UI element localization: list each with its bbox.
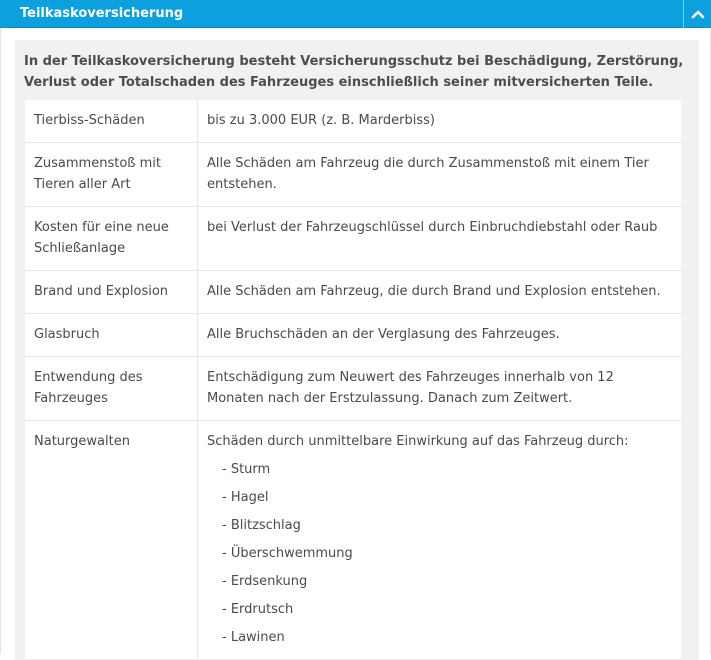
- row-value: bis zu 3.000 EUR (z. B. Marderbiss): [198, 100, 682, 143]
- row-label: Glasbruch: [25, 314, 198, 357]
- row-value: Entschädigung zum Neuwert des Fahrzeuges innerhalb von 12 Monaten nach der Erstzulassung. Danach zum Zeitwert.: [198, 357, 682, 421]
- row-label: Naturgewalten: [25, 421, 198, 660]
- row-label: Tierbiss-Schäden: [25, 100, 198, 143]
- row-value-list: [198, 421, 682, 660]
- coverage-table: [25, 100, 681, 660]
- list-item: - Blitzschlag: [222, 518, 301, 533]
- table-row: [25, 271, 681, 314]
- table-row: [25, 143, 681, 207]
- row-label: Zusammenstoß mit Tieren aller Art: [25, 143, 198, 207]
- list-item: - Erdrutsch: [222, 602, 294, 617]
- row-value: Alle Schäden am Fahrzeug, die durch Brand und Explosion entstehen.: [198, 271, 682, 314]
- list-item: - Sturm: [222, 462, 271, 477]
- table-row: [25, 207, 681, 271]
- list-item: - Lawinen: [222, 630, 285, 645]
- row-value: Schäden durch unmittelbare Einwirkung auf das Fahrzeug durch:: [207, 434, 629, 449]
- table-row: [25, 314, 681, 357]
- row-value: bei Verlust der Fahrzeugschlüssel durch Einbruchdiebstahl oder Raub: [198, 207, 682, 271]
- accordion-body: [0, 28, 711, 654]
- accordion-header[interactable]: [0, 0, 711, 28]
- row-value: Alle Bruchschäden an der Verglasung des Fahrzeuges.: [198, 314, 682, 357]
- intro-text: In der Teilkaskoversicherung besteht Versicherungsschutz bei Beschädigung, Zerstörung, Verlust oder Totalschaden des Fahrzeuges einschließlich seiner mitversicherten Teile.: [15, 40, 699, 100]
- row-value: Alle Schäden am Fahrzeug die durch Zusammenstoß mit einem Tier entstehen.: [198, 143, 682, 207]
- chevron-up-icon: [691, 9, 705, 19]
- row-label: Brand und Explosion: [25, 271, 198, 314]
- table-row: [25, 421, 681, 660]
- row-label: Entwendung des Fahrzeuges: [25, 357, 198, 421]
- hazard-list: [207, 459, 672, 648]
- row-label: Kosten für eine neue Schließanlage: [25, 207, 198, 271]
- list-item: - Erdsenkung: [222, 574, 308, 589]
- list-item: - Überschwemmung: [222, 546, 353, 561]
- list-item: - Hagel: [222, 490, 269, 505]
- collapse-button[interactable]: [683, 0, 711, 28]
- table-row: [25, 357, 681, 421]
- accordion-title: Teilkaskoversicherung: [20, 6, 184, 21]
- coverage-table-wrapper: [15, 100, 699, 660]
- table-row: [25, 100, 681, 143]
